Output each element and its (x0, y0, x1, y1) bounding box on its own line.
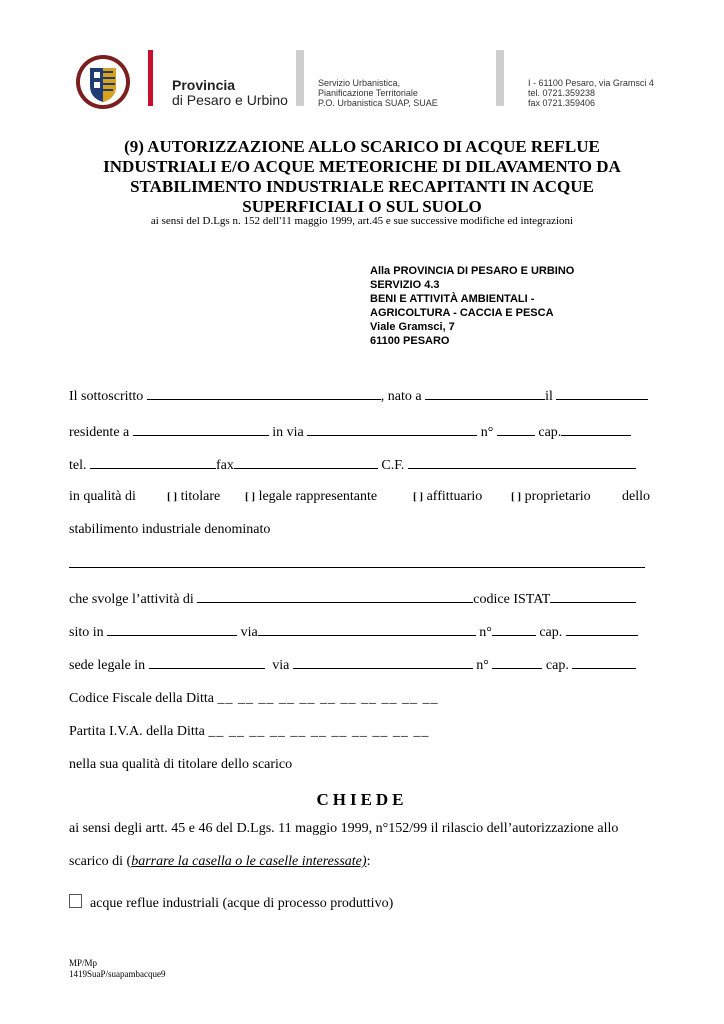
scarico-suffix: : (366, 854, 371, 869)
row-sede-legale (69, 656, 636, 674)
checkbox-legale[interactable]: [ ] (245, 491, 256, 503)
row-partita-iva (69, 724, 429, 740)
option-titolare-label: titolare (180, 489, 221, 504)
blank-sede-cap[interactable] (572, 656, 636, 669)
blank-sede-number[interactable] (492, 656, 542, 669)
blank-residence-city[interactable] (133, 423, 269, 436)
footer-line: 1419SuaP/suapambacque9 (69, 969, 166, 979)
label-in-via: in via (272, 425, 304, 440)
label-numero: n° (479, 625, 492, 640)
address-line: tel. 0721.359238 (528, 88, 596, 98)
option-acque-reflue[interactable] (69, 894, 393, 912)
recipient-line: SERVIZIO 4.3 (370, 279, 440, 291)
province-seal-logo (75, 54, 131, 110)
blank-sito-city[interactable] (107, 623, 237, 636)
recipient-line: AGRICOLTURA - CACCIA E PESCA (370, 307, 554, 319)
title-line: (9) AUTORIZZAZIONE ALLO SCARICO DI ACQUE REFLUE (124, 137, 600, 156)
label-residente-a: residente a (69, 425, 130, 440)
chiede-heading: CHIEDE (316, 790, 408, 809)
blank-partita-iva[interactable]: __ __ __ __ __ __ __ __ __ __ __ (208, 724, 430, 739)
address-line: fax 0721.359406 (528, 98, 596, 108)
row-denominazione (69, 555, 645, 573)
checkbox-acque-reflue[interactable] (69, 894, 82, 908)
row-codice-fiscale (69, 691, 439, 707)
recipient-line: Alla PROVINCIA DI PESARO E URBINO (370, 265, 575, 277)
request-text: ai sensi degli artt. 45 e 46 del D.Lgs. 11 maggio 1999, n°152/99 il rilascio dell’autorizzazione allo (69, 821, 619, 836)
blank-name[interactable] (147, 387, 381, 400)
blank-sito-street[interactable] (258, 623, 476, 636)
blank-codice-fiscale[interactable]: __ __ __ __ __ __ __ __ __ __ __ (217, 691, 439, 706)
label-cf: C.F. (381, 458, 405, 473)
label-tel: tel. (69, 458, 87, 473)
gray-divider-bar-1 (296, 50, 304, 106)
label-partita-iva: Partita I.V.A. della Ditta (69, 724, 205, 739)
row-qualita (69, 489, 653, 505)
option-affittuario-label: affittuario (426, 489, 483, 504)
footer-line: MP/Mp (69, 958, 98, 968)
label-in-qualita: in qualità di (69, 489, 136, 504)
label-titolare-scarico: nella sua qualità di titolare dello scarico (69, 757, 293, 772)
label-sede-legale: sede legale in (69, 658, 146, 673)
province-name-line2: di Pesaro e Urbino (172, 92, 288, 108)
blank-istat[interactable] (550, 590, 636, 603)
checkbox-proprietario[interactable]: [ ] (511, 491, 522, 503)
title-line: SUPERFICIALI O SUL SUOLO (242, 197, 482, 216)
checkbox-titolare[interactable]: [ ] (167, 491, 178, 503)
option-proprietario[interactable] (511, 489, 591, 505)
row-sito (69, 623, 638, 641)
label-via: via (240, 625, 258, 640)
blank-sede-street[interactable] (293, 656, 473, 669)
label-istat: codice ISTAT (473, 592, 551, 607)
address-line: I - 61100 Pesaro, via Gramsci 4 (528, 78, 654, 88)
label-il: il (545, 389, 553, 404)
scarico-instruction-emphasis: barrare la casella o le caselle interessate) (131, 854, 367, 869)
label-sottoscritto: Il sottoscritto (69, 389, 144, 404)
footer-reference (69, 958, 165, 980)
address-block (528, 78, 654, 108)
blank-birthdate[interactable] (556, 387, 648, 400)
red-divider-bar (148, 50, 153, 106)
blank-sede-city[interactable] (149, 656, 265, 669)
blank-residence-street[interactable] (307, 423, 477, 436)
scarico-prefix: scarico di ( (69, 854, 132, 869)
recipient-address (370, 264, 574, 348)
blank-denominazione[interactable] (69, 555, 645, 568)
blank-tel[interactable] (90, 456, 216, 469)
label-fax: fax (216, 458, 234, 473)
label-sito-in: sito in (69, 625, 104, 640)
option-affittuario[interactable] (413, 489, 482, 505)
scarico-instruction (69, 854, 370, 870)
title-line: STABILIMENTO INDUSTRIALE RECAPITANTI IN ACQUE (130, 177, 594, 196)
option-legale[interactable] (245, 489, 377, 505)
service-line: Pianificazione Territoriale (318, 88, 418, 98)
option-acque-reflue-label: acque reflue industriali (acque di processo produttivo) (90, 896, 394, 911)
gray-divider-bar-2 (496, 50, 504, 106)
row-residenza (69, 423, 631, 441)
label-attivita: che svolge l’attività di (69, 592, 194, 607)
label-nato-a: , nato a (380, 389, 422, 404)
label-dello: dello (622, 489, 650, 504)
label-numero: n° (476, 658, 489, 673)
service-line: Servizio Urbanistica, (318, 78, 401, 88)
label-cap: cap. (538, 425, 562, 440)
label-cap: cap. (545, 658, 569, 673)
row-attivita (69, 590, 636, 608)
blank-residence-cap[interactable] (561, 423, 631, 436)
blank-attivita[interactable] (197, 590, 473, 603)
label-numero: n° (480, 425, 494, 440)
checkbox-affittuario[interactable]: [ ] (413, 491, 424, 503)
row-contatti (69, 456, 636, 474)
option-legale-label: legale rappresentante (258, 489, 378, 504)
document-subtitle: ai sensi del D.Lgs n. 152 dell'11 maggio 1999, art.45 e sue successive modifiche ed integrazioni (150, 215, 574, 227)
document-title (62, 137, 662, 217)
blank-cf[interactable] (408, 456, 636, 469)
service-block (318, 78, 438, 108)
label-stabilimento: stabilimento industriale denominato (69, 522, 271, 537)
recipient-line: BENI E ATTIVITÀ AMBIENTALI - (370, 293, 535, 305)
recipient-line: Viale Gramsci, 7 (370, 321, 455, 333)
province-name-line1: Provincia (172, 77, 236, 93)
title-line: INDUSTRIALI E/O ACQUE METEORICHE DI DILAVAMENTO DA (103, 157, 621, 176)
blank-sito-cap[interactable] (566, 623, 638, 636)
label-codice-fiscale: Codice Fiscale della Ditta (69, 691, 215, 706)
blank-sito-number[interactable] (492, 623, 536, 636)
recipient-line: 61100 PESARO (370, 335, 450, 347)
label-cap: cap. (539, 625, 563, 640)
row-sottoscritto (69, 387, 648, 405)
service-line: P.O. Urbanistica SUAP, SUAE (318, 98, 438, 108)
province-name (172, 78, 288, 108)
blank-birthplace[interactable] (425, 387, 545, 400)
option-proprietario-label: proprietario (524, 489, 591, 504)
blank-fax[interactable] (234, 456, 378, 469)
blank-residence-number[interactable] (497, 423, 535, 436)
option-titolare[interactable] (167, 489, 220, 505)
label-via: via (272, 658, 290, 673)
